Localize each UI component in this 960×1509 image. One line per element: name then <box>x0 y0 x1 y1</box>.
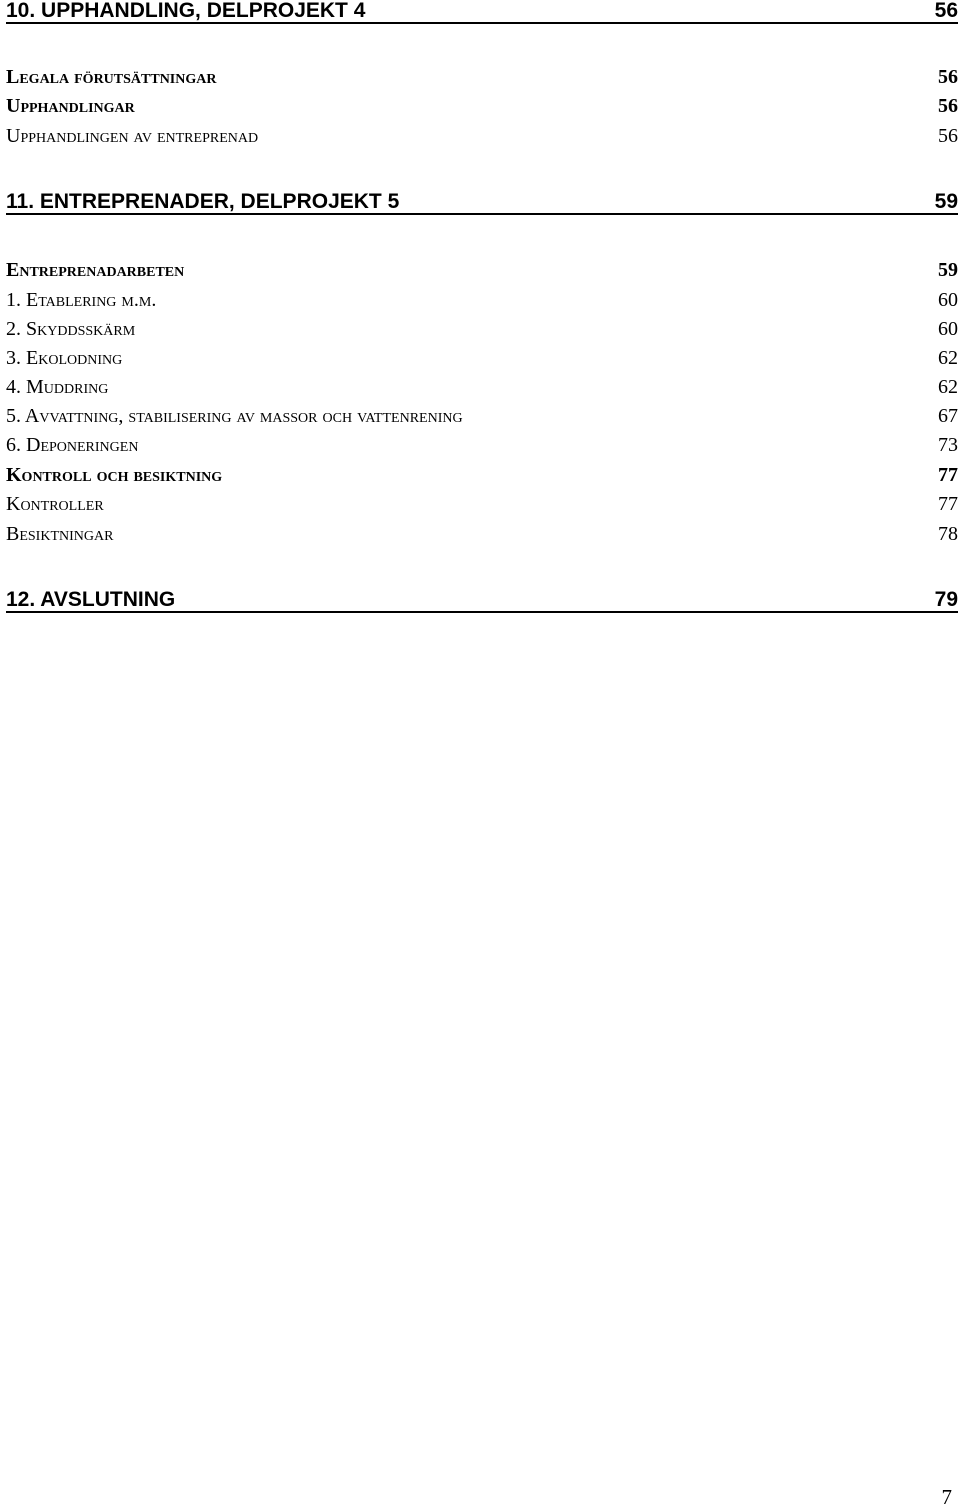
toc-page: 56 <box>938 66 958 88</box>
toc-title: Besiktningar <box>6 523 114 545</box>
toc-title: Upphandlingen av entreprenad <box>6 125 259 147</box>
toc-section-upphandlingar[interactable] <box>6 95 958 117</box>
toc-heading-10[interactable] <box>6 0 958 24</box>
toc-title: 6. Deponeringen <box>6 434 139 456</box>
toc-section-legala-forutsattningar[interactable] <box>6 66 958 88</box>
toc-page: 62 <box>938 347 958 369</box>
toc-section-kontroll-och-besiktning[interactable] <box>6 464 958 486</box>
toc-subsection-etablering[interactable] <box>6 289 958 311</box>
toc-title: 10. UPPHANDLING, DELPROJEKT 4 <box>6 0 366 22</box>
toc-title: 2. Skyddsskärm <box>6 318 136 340</box>
toc-subsection-muddring[interactable] <box>6 376 958 398</box>
toc-page: 78 <box>938 523 958 545</box>
toc-title: Kontroller <box>6 493 104 515</box>
toc-page: 79 <box>934 588 958 611</box>
toc-title: Upphandlingar <box>6 95 135 117</box>
toc-page: 56 <box>938 125 958 147</box>
toc-subsection-avvattning[interactable] <box>6 405 958 427</box>
toc-page: 60 <box>938 289 958 311</box>
toc-page: 56 <box>934 0 958 22</box>
toc-title: 1. Etablering m.m. <box>6 289 157 311</box>
toc-title: 4. Muddring <box>6 376 109 398</box>
toc-subsection-deponeringen[interactable] <box>6 434 958 456</box>
toc-page: 67 <box>938 405 958 427</box>
toc-page: 59 <box>934 190 958 213</box>
toc-subsection-ekolodning[interactable] <box>6 347 958 369</box>
toc-title: Legala förutsättningar <box>6 66 217 88</box>
toc-title: Entreprenadarbeten <box>6 259 185 281</box>
toc-section-entreprenadarbeten[interactable] <box>6 259 958 281</box>
toc-page: 73 <box>938 434 958 456</box>
toc-page: 56 <box>938 95 958 117</box>
toc-page: 77 <box>938 493 958 515</box>
toc-title: 12. AVSLUTNING <box>6 588 176 611</box>
page-number: 7 <box>941 1485 952 1509</box>
toc-page: 62 <box>938 376 958 398</box>
toc-subsection-upphandlingen-av-entreprenad[interactable] <box>6 125 958 147</box>
toc-title: 3. Ekolodning <box>6 347 123 369</box>
toc-title: 5. Avvattning, stabilisering av massor och vattenrening <box>6 405 463 427</box>
toc-title: Kontroll och besiktning <box>6 464 223 486</box>
toc-page: 77 <box>938 464 958 486</box>
toc-page: 60 <box>938 318 958 340</box>
toc-heading-12[interactable] <box>6 589 958 613</box>
toc-title: 11. ENTREPRENADER, DELPROJEKT 5 <box>6 190 400 213</box>
toc-subsection-skyddsskarm[interactable] <box>6 318 958 340</box>
toc-page: 59 <box>938 259 958 281</box>
toc-subsection-besiktningar[interactable] <box>6 523 958 545</box>
toc-heading-11[interactable] <box>6 191 958 215</box>
toc-subsection-kontroller[interactable] <box>6 493 958 515</box>
